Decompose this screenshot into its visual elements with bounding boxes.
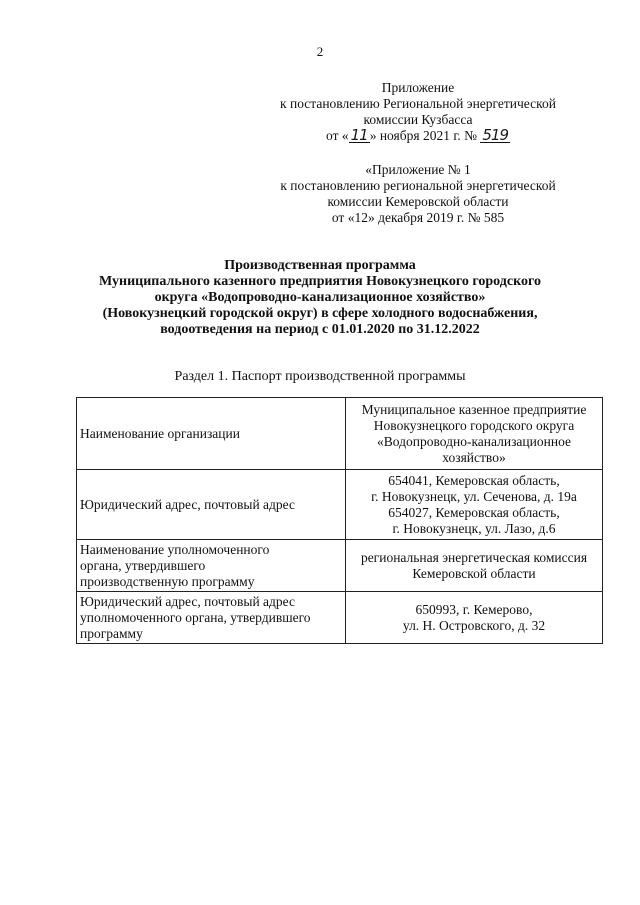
appendix-resolution-line: к постановлению Региональной энергетической bbox=[280, 96, 556, 111]
date-prefix: от « bbox=[326, 128, 349, 143]
table-cell-label bbox=[77, 592, 346, 644]
value-line: 650993, г. Кемерово, bbox=[415, 601, 533, 617]
value-line: региональная энергетическая комиссия bbox=[360, 549, 588, 565]
value-line: Кемеровской области bbox=[412, 565, 536, 581]
title-line-2: Муниципального казенного предприятия Новокузнецкого городского bbox=[99, 274, 541, 289]
date-month-year: » ноября 2021 г. № bbox=[369, 128, 477, 143]
table-cell-value bbox=[346, 592, 603, 644]
appendix-title: Приложение bbox=[381, 80, 455, 95]
passport-table bbox=[76, 397, 603, 644]
appendix-old-resolution-line: к постановлению региональной энергетической bbox=[280, 178, 556, 193]
label-line: Наименование уполномоченного bbox=[80, 541, 270, 557]
appendix-header-old bbox=[248, 162, 588, 226]
label-line: уполномоченного органа, утвердившего bbox=[80, 609, 311, 625]
table-row bbox=[77, 540, 603, 592]
appendix-date-line bbox=[248, 128, 588, 144]
appendix-old-commission-line: комиссии Кемеровской области bbox=[327, 194, 509, 209]
table-row bbox=[77, 470, 603, 540]
value-line: г. Новокузнецк, ул. Лазо, д.6 bbox=[392, 520, 556, 536]
label-line: производственную программу bbox=[80, 573, 255, 589]
page-number: 2 bbox=[316, 44, 324, 59]
table-cell-value bbox=[346, 540, 603, 592]
title-line-3: округа «Водопроводно-канализационное хозяйство» bbox=[154, 290, 486, 305]
table-cell-label bbox=[77, 540, 346, 592]
table-cell-value bbox=[346, 470, 603, 540]
handwritten-day: 11 bbox=[350, 126, 368, 144]
handwritten-number: 519 bbox=[482, 126, 508, 144]
value-line: Новокузнецкого городского округа bbox=[373, 417, 575, 433]
document-title bbox=[60, 258, 580, 338]
title-line-5: водоотведения на период с 01.01.2020 по 31.12.2022 bbox=[160, 322, 480, 337]
label-line: Юридический адрес, почтовый адрес bbox=[80, 593, 295, 609]
appendix-header-new bbox=[248, 80, 588, 144]
appendix-old-date-line: от «12» декабря 2019 г. № 585 bbox=[331, 210, 505, 225]
title-line-4: (Новокузнецкий городской округ) в сфере холодного водоснабжения, bbox=[102, 306, 538, 321]
table-row bbox=[77, 398, 603, 470]
label-line: программу bbox=[80, 625, 143, 641]
table-cell-label: Наименование организации bbox=[77, 398, 346, 470]
value-line: ул. Н. Островского, д. 32 bbox=[402, 617, 546, 633]
table-row bbox=[77, 592, 603, 644]
value-line: 654041, Кемеровская область, bbox=[388, 472, 560, 488]
value-line: «Водопроводно-канализационное bbox=[377, 433, 571, 449]
value-line: Муниципальное казенное предприятие bbox=[361, 401, 587, 417]
value-line: г. Новокузнецк, ул. Сеченова, д. 19а bbox=[371, 488, 577, 504]
section-heading: Раздел 1. Паспорт производственной программы bbox=[174, 369, 466, 384]
label-line: органа, утвердившего bbox=[80, 557, 206, 573]
table-cell-label: Юридический адрес, почтовый адрес bbox=[77, 470, 346, 540]
appendix-commission-line: комиссии Кузбасса bbox=[363, 112, 473, 127]
value-line: 654027, Кемеровская область, bbox=[388, 504, 560, 520]
table-cell-value bbox=[346, 398, 603, 470]
value-line: хозяйство» bbox=[442, 449, 506, 465]
appendix-old-title: «Приложение № 1 bbox=[365, 162, 471, 177]
title-line-1: Производственная программа bbox=[224, 258, 416, 273]
